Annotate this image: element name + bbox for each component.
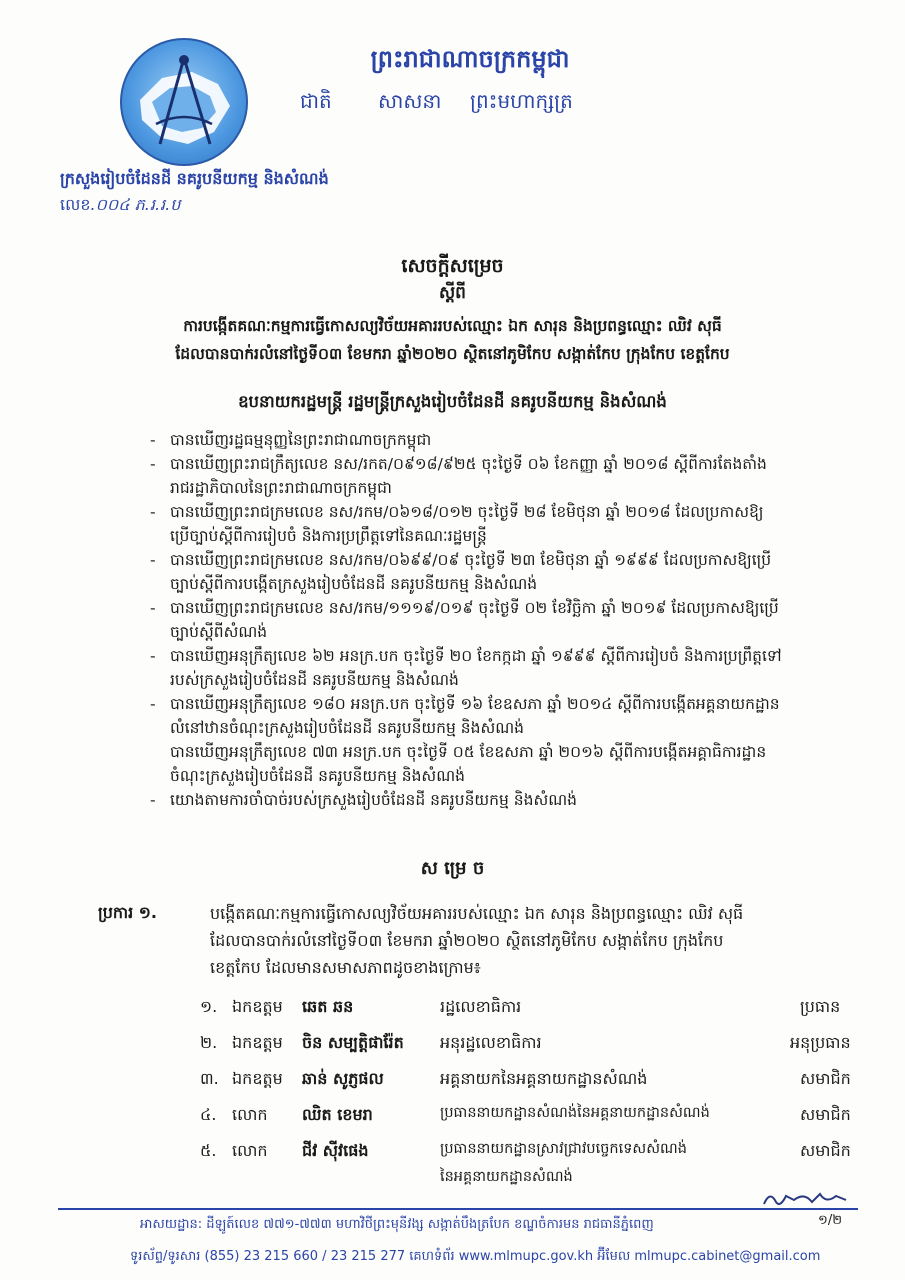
member-role: សមាជិក [800, 1141, 851, 1160]
member-name: ជីវ ស៊ីវផេង [302, 1141, 369, 1160]
ministry-name: ក្រសួងរៀបចំដែនដី នគរូបនីយកម្ម និងសំណង់ [60, 169, 329, 188]
kingdom-heading: ព្រះរាជាណាចក្រកម្ពុជា [370, 45, 570, 73]
considerations-list [150, 428, 865, 812]
decision-topic-line-1: ការបង្កើតគណៈកម្មការធ្វើកោសល្យវិច័យអគាររបស់ឈ្មោះ ឯក សារុន និងប្រពន្ធឈ្មោះ ឈិវ សុធី [183, 317, 722, 335]
ref-label: លេខ [60, 195, 91, 214]
member-title: លោក [232, 1105, 268, 1124]
member-title: លោក [232, 1141, 268, 1160]
decision-subtitle: ស្ដីពី [439, 283, 466, 303]
member-position: ប្រធាននាយកដ្ឋានសំណង់នៃអគ្គនាយកដ្ឋានសំណង់ [440, 1105, 710, 1121]
list-item: - បានឃើញព្រះរាជក្រឹត្យលេខ នស/រកត/០៩១៨/៩២៥ ចុះថ្ងៃទី ០៦ ខែកញ្ញា ឆ្នាំ ២០១៨ ស្ដីពីការតែងតាំង រាជរដ្ឋាភិបាលនៃព្រះរាជាណាចក្រកម្ពុជា [150, 455, 767, 497]
member-title: ឯកឧត្តម [232, 1069, 283, 1088]
decision-topic-line-2: ដែលបានបាក់រលំនៅថ្ងៃទី០៣ ខែមករា ឆ្នាំ២០២០ ស្ថិតនៅភូមិកែប សង្កាត់កែប ក្រុងកែប ខេត្តកែប [175, 345, 730, 363]
footer-contact: ទូរស័ព្ទ/ទូរសារ (855) 23 215 660 / 23 215 277 គេហទំព័រ www.mlmupc.gov.kh អ៊ីមែល mlmupc.cabinet@gmail.com [130, 1249, 821, 1264]
member-position: ប្រធាននាយកដ្ឋានស្រាវជ្រាវបច្ចេកទេសសំណង់ [440, 1141, 687, 1157]
compass-emblem-icon [122, 40, 246, 164]
member-role: ប្រធាន [800, 997, 841, 1016]
footer-address: អាសយដ្ឋាន: ដីឡូត៍លេខ ៧៧១-៧៧៣ មហាវិថីព្រះមុនីវង្ស សង្កាត់បឹងត្របែក ខណ្ឌចំការមន រាជធានីភ្នំពេញ [140, 1217, 654, 1232]
list-item: - បានឃើញអនុក្រឹត្យលេខ ១៨០ អនក្រ.បក ចុះថ្ងៃទី ១៦ ខែឧសភា ឆ្នាំ ២០១៤ ស្ដីពីការបង្កើតអគ្គនាយកដ្ឋាន លំនៅឋានចំណុះក្រសួងរៀបចំដែនដី នគរូបនីយកម្ម និងសំណង់ [150, 695, 780, 737]
member-num: ១. [200, 997, 218, 1016]
list-item: - បានឃើញព្រះរាជក្រមលេខ នស/រកម/១១១៩/០១៩ ចុះថ្ងៃទី ០២ ខែវិច្ឆិកា ឆ្នាំ ២០១៩ ដែលប្រកាសឱ្យប្រើ ច្បាប់ស្ដីពីសំណង់ [150, 599, 779, 641]
member-num: ៥. [200, 1141, 217, 1160]
member-name: ឆាន់ សូភ្ញផល [302, 1069, 384, 1088]
member-position: អគ្គនាយកនៃអគ្គនាយកដ្ឋានសំណង់ [440, 1069, 648, 1088]
authority-line: ឧបនាយករដ្ឋមន្ត្រី រដ្ឋមន្ត្រីក្រសួងរៀបចំដែនដី នគរូបនីយកម្ម និងសំណង់ [238, 392, 667, 411]
article-1-label: ប្រការ ១. [98, 903, 157, 922]
member-title: ឯកឧត្តម [232, 997, 283, 1016]
motto-religion: សាសនា [378, 89, 442, 113]
article-1-text: បង្កើតគណៈកម្មការធ្វើកោសល្យវិច័យអគាររបស់ឈ្មោះ ឯក សារុន និងប្រពន្ធឈ្មោះ ឈិវ សុធី ដែលបានបាក់រលំនៅថ្ងៃទី០៣ ខែមករា ឆ្នាំ២០២០ ស្ថិតនៅភូមិកែប សង្កាត់កែប ក្រុងកែប ខេត្តកែប ដែលមានសមាសភាពដូចខាងក្រោម៖ [210, 904, 744, 977]
member-num: ៤. [200, 1105, 217, 1124]
member-role: សមាជិក [800, 1069, 851, 1088]
list-item: - បានឃើញរដ្ឋធម្មនុញ្ញនៃព្រះរាជាណាចក្រកម្ពុជា [150, 431, 432, 449]
decides-heading: ស ម្រេ ច [420, 858, 485, 879]
list-item: បានឃើញអនុក្រឹត្យលេខ ៧៣ អនក្រ.បក ចុះថ្ងៃទី ០៥ ខែឧសភា ឆ្នាំ ២០១៦ ស្ដីពីការបង្កើតអគ្គាធិការដ្ឋាន ចំណុះក្រសួងរៀបចំដែនដី នគរូបនីយកម្ម និងសំណង់ [170, 743, 767, 785]
members-list [0, 996, 905, 1196]
member-position: រដ្ឋលេខាធិការ [440, 997, 522, 1016]
member-position-continued: នៃអគ្គនាយកដ្ឋានសំណង់ [440, 1169, 573, 1185]
member-role: អនុប្រធាន [790, 1033, 851, 1052]
list-item: - បានឃើញព្រះរាជក្រមលេខ នស/រកម/០៦១៨/០១២ ចុះថ្ងៃទី ២៨ ខែមិថុនា ឆ្នាំ ២០១៨ ដែលប្រកាសឱ្យ ប្រើច្បាប់ស្ដីពីការរៀបចំ និងការប្រព្រឹត្តទៅនៃគណៈរដ្ឋមន្ត្រី [150, 503, 764, 545]
member-name: ឈិត ខេមរា [302, 1105, 373, 1124]
member-title: ឯកឧត្តម [232, 1033, 283, 1052]
member-position: អនុរដ្ឋលេខាធិការ [440, 1033, 542, 1052]
list-item: - បានឃើញអនុក្រឹត្យលេខ ៦២ អនក្រ.បក ចុះថ្ងៃទី ២០ ខែកក្កដា ឆ្នាំ ១៩៩៩ ស្ដីពីការរៀបចំ និងការប្រព្រឹត្តទៅ របស់ក្រសួងរៀបចំដែនដី នគរូបនីយកម្ម និងសំណង់ [150, 647, 782, 689]
reference-number [60, 194, 180, 218]
ref-number: .០០៤ ភ.រ.រ.ប [90, 195, 181, 214]
ministry-logo [120, 38, 248, 166]
initials-signature [760, 1186, 850, 1210]
member-num: ២. [200, 1033, 218, 1052]
list-item: - បានឃើញព្រះរាជក្រមលេខ នស/រកម/០៦៩៩/០៩ ចុះថ្ងៃទី ២៣ ខែមិថុនា ឆ្នាំ ១៩៩៩ ដែលប្រកាសឱ្យប្រើ ច្បាប់ស្ដីពីការបង្កើតក្រសួងរៀបចំដែនដី នគរូបនីយកម្ម និងសំណង់ [150, 551, 772, 593]
motto-nation: ជាតិ [300, 89, 332, 113]
member-num: ៣. [200, 1069, 219, 1088]
member-name: ឆេត ឆន [302, 997, 354, 1016]
footer-divider [58, 1208, 858, 1210]
decision-title: សេចក្ដីសម្រេច [401, 255, 504, 277]
member-role: សមាជិក [800, 1105, 851, 1124]
page-number: ១/២ [818, 1213, 843, 1228]
list-item: - យោងតាមការចាំបាច់របស់ក្រសួងរៀបចំដែនដី នគរូបនីយកម្ម និងសំណង់ [150, 791, 577, 809]
motto-king: ព្រះមហាក្សត្រ [470, 89, 573, 113]
member-name: ចិន សម្បត្តិផារ៉ែត [302, 1033, 404, 1052]
